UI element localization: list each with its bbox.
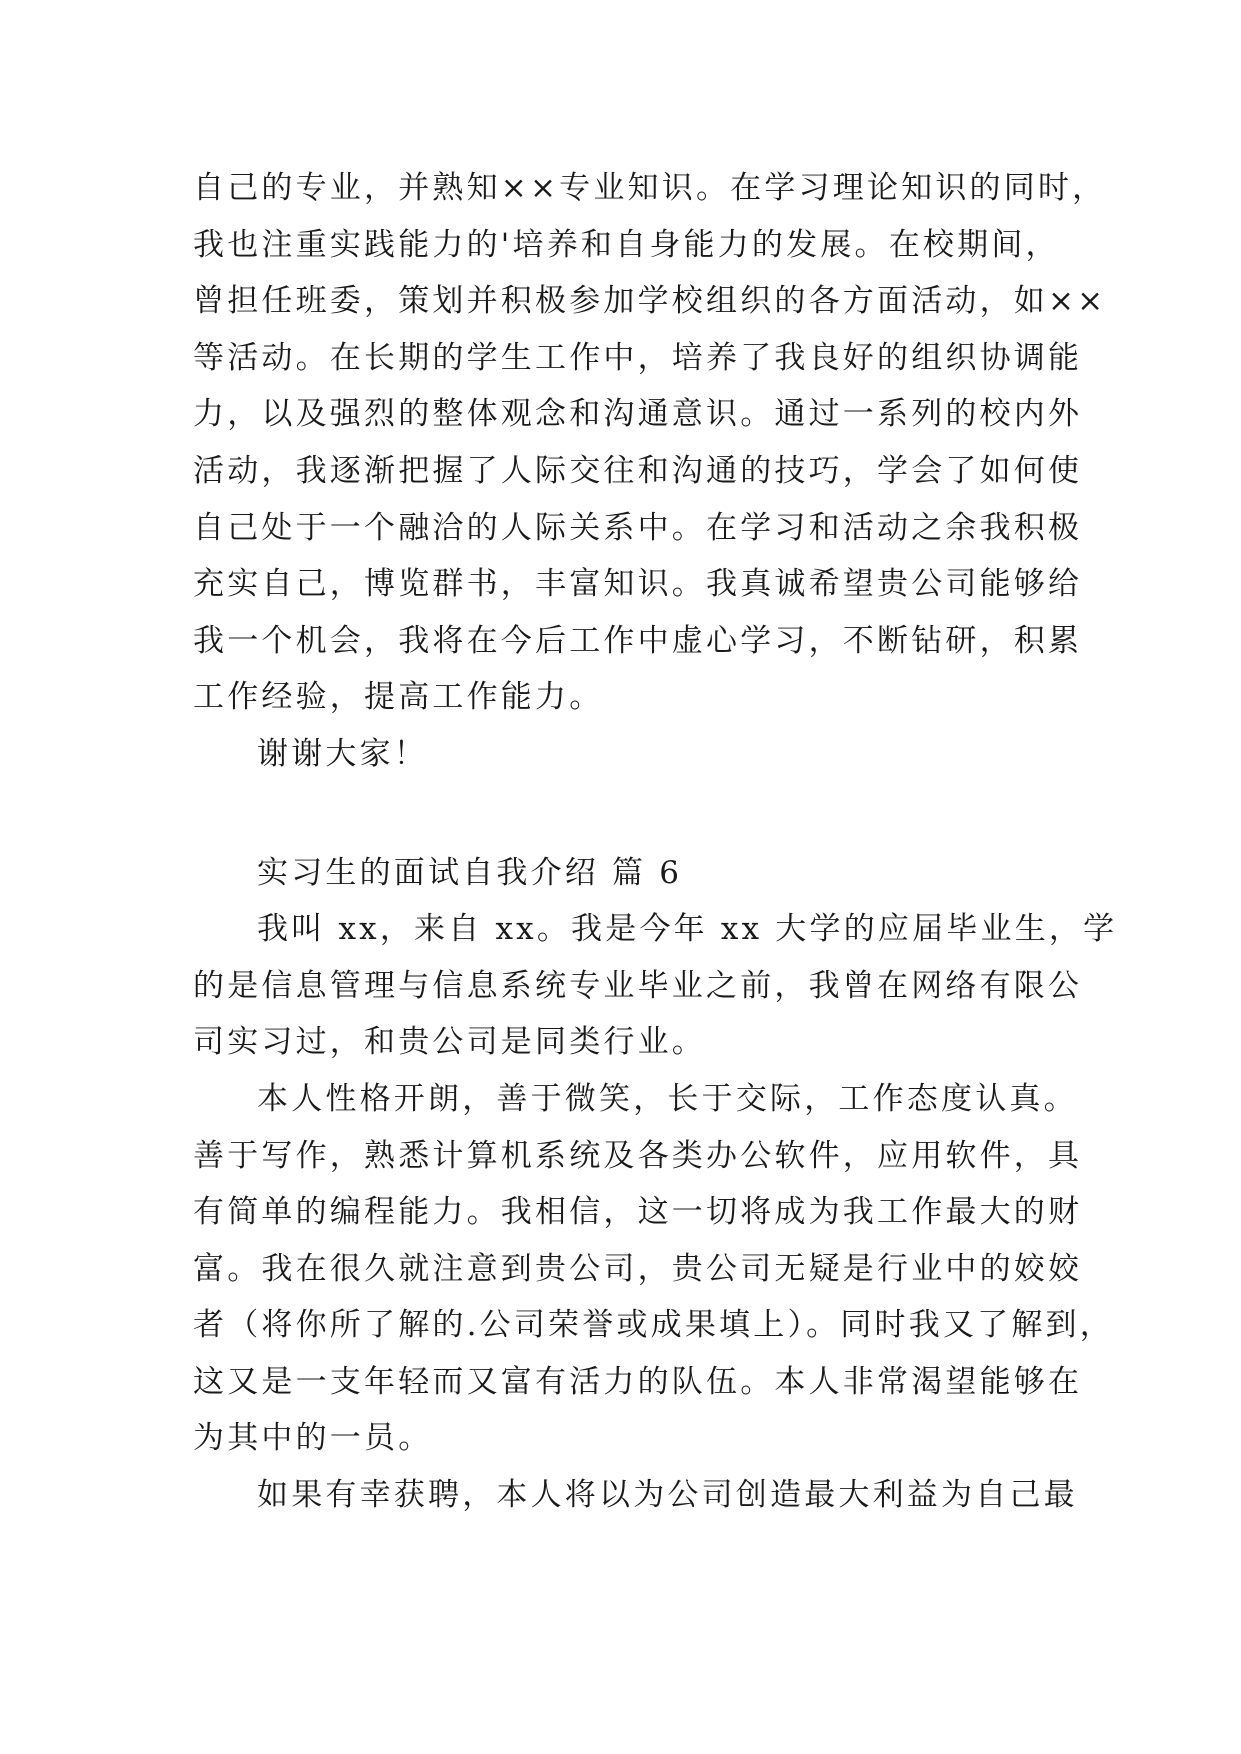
body-line: 我一个机会，我将在今后工作中虚心学习，不断钻研，积累	[193, 622, 1083, 659]
body-line: 活动，我逐渐把握了人际交往和沟通的技巧，学会了如何使	[193, 452, 1083, 489]
body-line: 工作经验，提高工作能力。	[193, 679, 604, 716]
body-line: 曾担任班委，策划并积极参加学校组织的各方面活动，如××	[193, 283, 1107, 320]
closing-line: 谢谢大家！	[257, 735, 428, 772]
body-line: 我叫 xx，来自 xx。我是今年 xx 大学的应届毕业生，学	[257, 911, 1118, 948]
body-line: 自己处于一个融洽的人际关系中。在学习和活动之余我积极	[193, 509, 1083, 546]
body-line: 者（将你所了解的.公司荣誉或成果填上）。同时我又了解到，	[193, 1307, 1114, 1344]
body-line: 等活动。在长期的学生工作中，培养了我良好的组织协调能	[193, 339, 1083, 376]
body-line: 如果有幸获聘，本人将以为公司创造最大利益为自己最	[257, 1477, 1078, 1514]
body-line: 的是信息管理与信息系统专业毕业之前，我曾在网络有限公	[193, 967, 1083, 1004]
body-line: 富。我在很久就注意到贵公司，贵公司无疑是行业中的姣姣	[193, 1250, 1083, 1287]
document-body	[193, 160, 1118, 1524]
body-line: 力，以及强烈的整体观念和沟通意识。通过一系列的校内外	[193, 396, 1083, 433]
body-line: 为其中的一员。	[193, 1420, 433, 1457]
section-spacer	[193, 783, 1053, 845]
body-line: 我也注重实践能力的'培养和自身能力的发展。在校期间，	[193, 226, 1060, 263]
body-line: 充实自己，博览群书，丰富知识。我真诚希望贵公司能够给	[193, 566, 1083, 603]
body-line: 司实习过，和贵公司是同类行业。	[193, 1024, 706, 1061]
body-line: 有简单的编程能力。我相信，这一切将成为我工作最大的财	[193, 1194, 1083, 1231]
body-line: 本人性格开朗，善于微笑，长于交际，工作态度认真。	[257, 1080, 1078, 1117]
body-line: 善于写作，熟悉计算机系统及各类办公软件，应用软件，具	[193, 1137, 1083, 1174]
body-line: 自己的专业，并熟知××专业知识。在学习理论知识的同时，	[193, 170, 1107, 206]
section-heading: 实习生的面试自我介绍 篇 6	[257, 854, 683, 891]
body-line: 这又是一支年轻而又富有活力的队伍。本人非常渴望能够在	[193, 1363, 1083, 1400]
